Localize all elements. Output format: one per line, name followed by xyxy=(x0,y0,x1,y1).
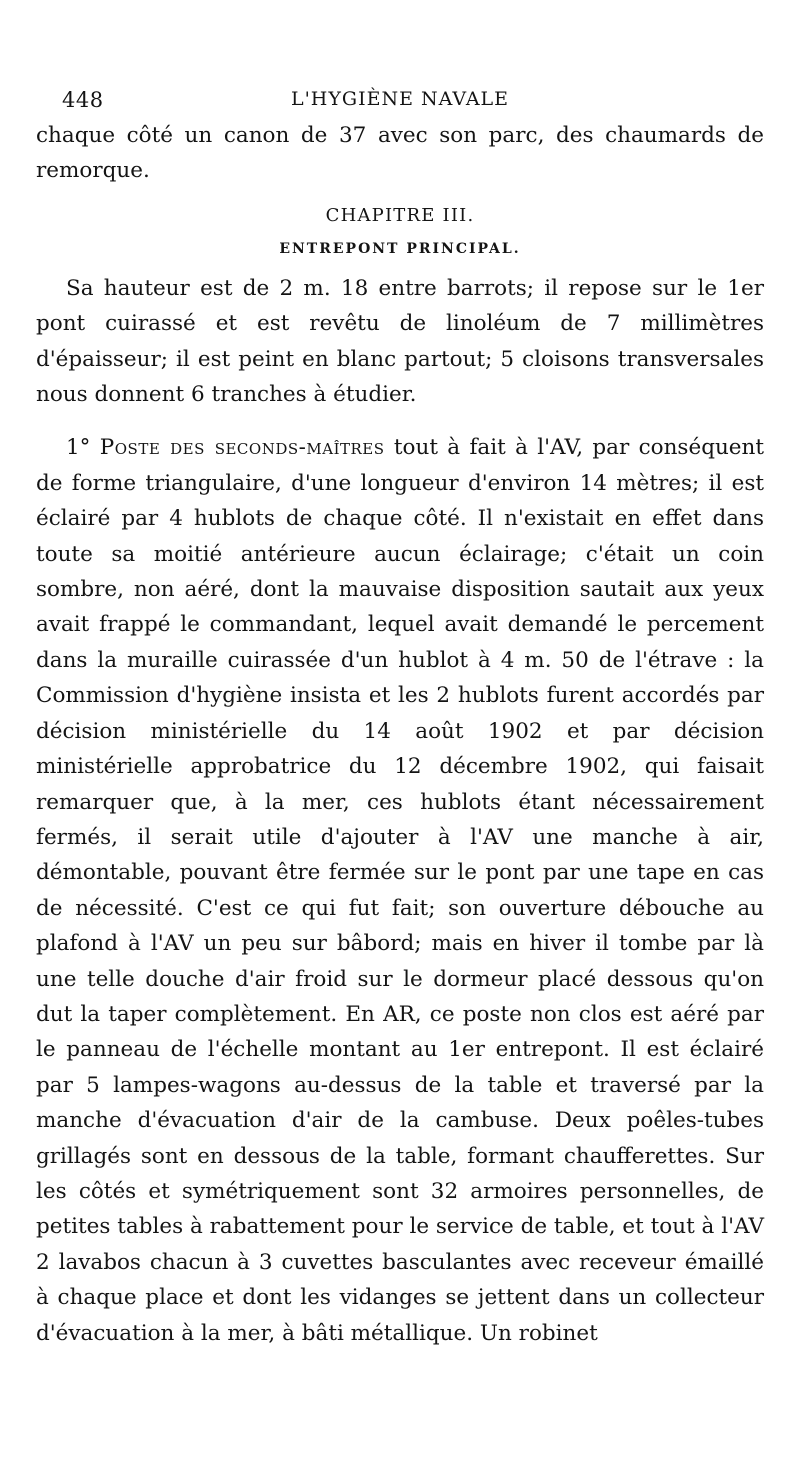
section-body: tout à fait à l'AV, par conséquent de forme triangulaire, d'une longueur d'environ 14 mètres; il est éclairé par 4 hublots de chaque côté. Il n'existait en effet dans toute sa moitié antérieure aucun éclairage; c'était un coin sombre, non aéré, dont la mauvaise disposition sautait aux yeux avait frappé le commandant, lequel avait demandé le percement dans la muraille cuirassée d'un hublot à 4 m. 50 de l'étrave : la Commission d'hygiène insista et les 2 hublots furent accordés par décision ministérielle du 14 août 1902 et par décision ministérielle approbatrice du 12 décembre 1902, qui faisait remarquer que, à la mer, ces hublots étant nécessairement fermés, il serait utile d'ajouter à l'AV une manche à air, démontable, pouvant être fermée sur le pont par une tape en cas de nécessité. C'est ce qui fut fait; son ouverture débouche au plafond à l'AV un peu sur bâbord; mais en hiver il tombe par là une telle douche d'air froid sur le dormeur placé dessous qu'on dut la taper complètement. En AR, ce poste non clos est aéré par le panneau de l'échelle montant au 1er entrepont. Il est éclairé par 5 lampes-wagons au-dessus de la table et traversé par la manche d'évacuation d'air de la cambuse. Deux poêles-tubes grillagés sont en dessous de la table, formant chaufferettes. Sur les côtés et symétriquement sont 32 armoires personnelles, de petites tables à rabattement pour le service de table, et tout à l'AV 2 lavabos chacun à 3 cuvettes basculantes avec receveur émaillé à chaque place et dont les vidanges se jettent dans un collecteur d'évacuation à la mer, à bâti métallique. Un robinet xyxy=(36,435,765,1346)
body-text xyxy=(36,118,764,1351)
section-paragraph xyxy=(36,430,764,1351)
section-number: 1° xyxy=(66,435,91,461)
opening-paragraph: chaque côté un canon de 37 avec son parc, des chaumards de remorque. xyxy=(36,123,764,184)
section-spacer xyxy=(36,412,764,430)
chapter-subtitle: ENTREPONT PRINCIPAL. xyxy=(279,240,521,257)
running-title: L'HYGIÈNE NAVALE xyxy=(290,88,510,110)
page-number: 448 xyxy=(62,88,104,112)
book-page xyxy=(36,78,764,1351)
running-head xyxy=(36,78,764,118)
chapter-title: CHAPITRE III. xyxy=(325,204,475,226)
section-heading: Poste des seconds-maîtres xyxy=(99,435,385,461)
intro-paragraph: Sa hauteur est de 2 m. 18 entre barrots; il repose sur le 1er pont cuirassé et est revêtu de linoléum de 7 millimètres d'épaisseur; il est peint en blanc partout; 5 cloisons transversales nous donnent 6 tranches à étudier. xyxy=(36,275,764,408)
